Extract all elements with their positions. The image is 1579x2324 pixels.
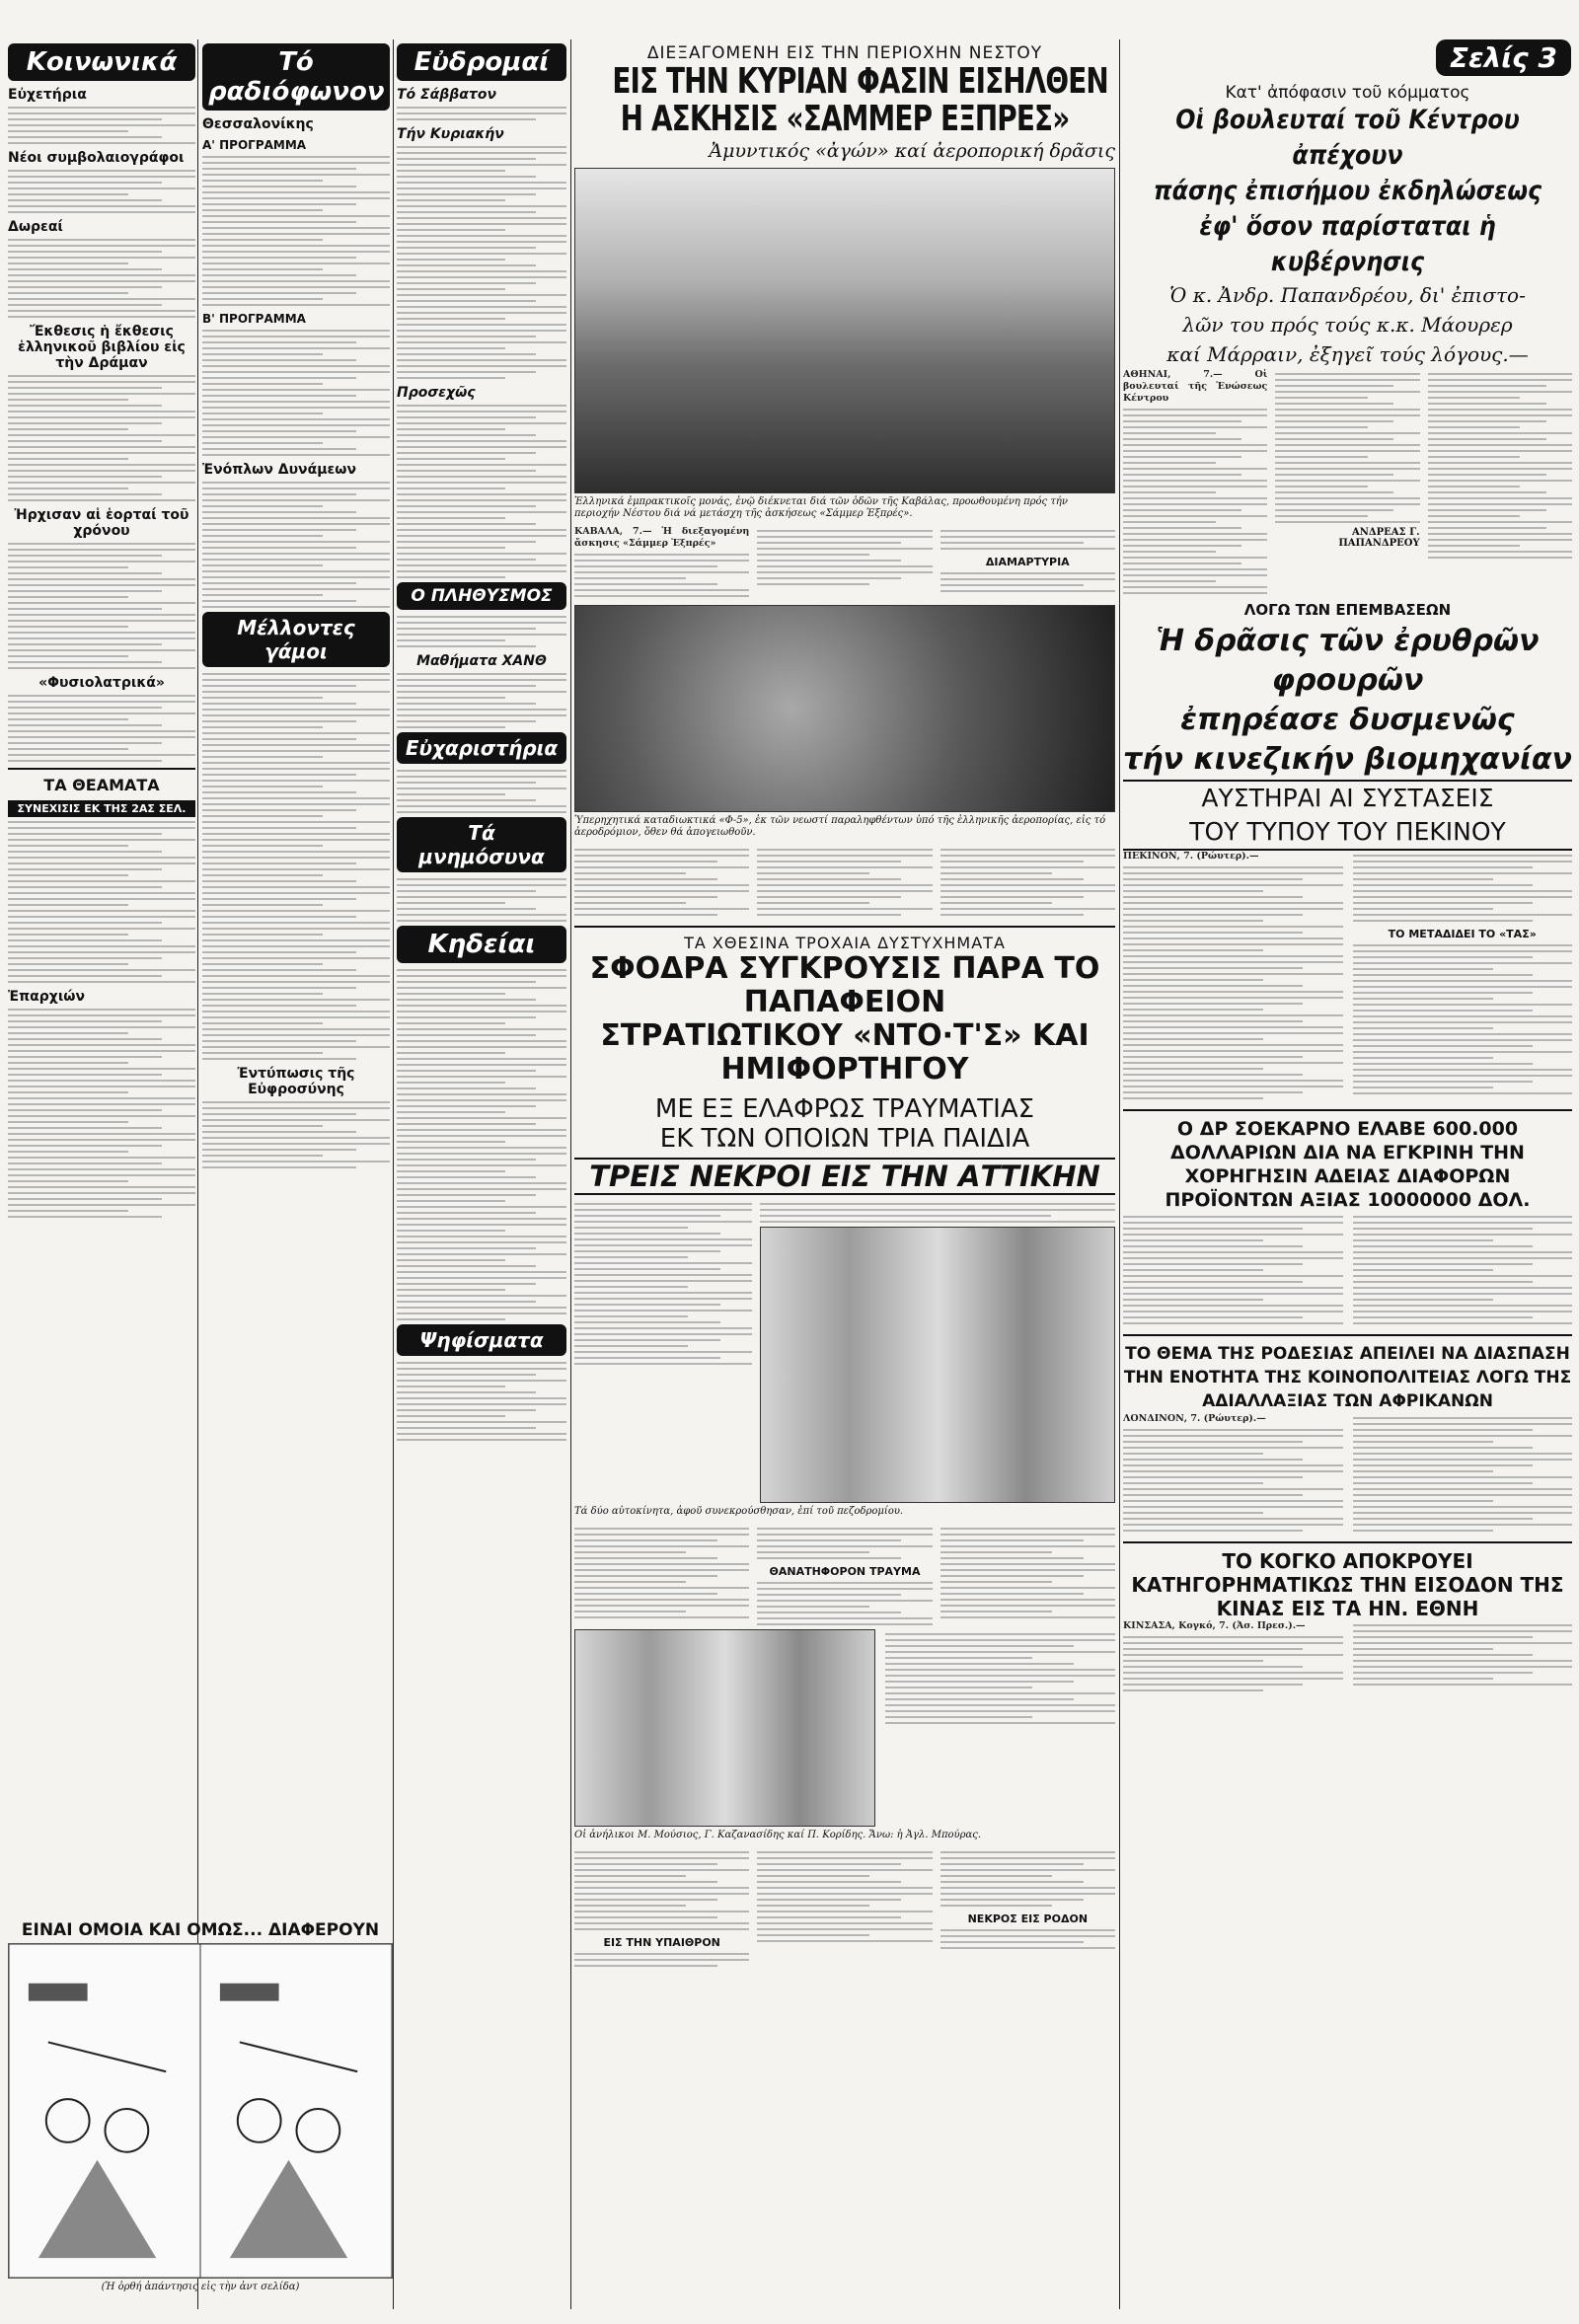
- excursions-column: [397, 39, 566, 2319]
- section-title-thanks: Εὐχαριστήρια: [397, 732, 566, 764]
- text-block: [8, 375, 195, 501]
- text-block: [940, 1528, 1115, 1618]
- section-title-population: Ο ΠΛΗΘΥΣΜΟΣ: [397, 582, 566, 610]
- text-block: [397, 878, 566, 922]
- subhead-dead-rhodes: ΝΕΚΡΟΣ ΕΙΣ ΡΟΔΟΝ: [967, 1912, 1089, 1925]
- text-block: [574, 1203, 752, 1365]
- congo-story-text: [1123, 1620, 1572, 1695]
- text-block: [940, 530, 1115, 550]
- text-block: [757, 849, 932, 916]
- right-kicker: Κατ' ἀπόφασιν τοῦ κόμματος: [1225, 83, 1470, 103]
- divider: [8, 768, 195, 770]
- text-block: [397, 673, 566, 728]
- text-block: [8, 107, 195, 144]
- dateline-athens: ΑΘΗΝΑΙ, 7.— Οἱ βουλευταί τῆς Ἑνώσεως Κέντρου: [1123, 369, 1268, 404]
- text-block: [8, 695, 195, 762]
- signature-papandreou: ΑΝΔΡΕΑΣ Γ. ΠΑΠΑΝΔΡΕΟΥ: [1338, 527, 1420, 549]
- section-title-resolutions: Ψηφίσματα: [397, 1324, 566, 1356]
- right-subheadline-line2: λῶν του πρός τούς κ.κ. Μάουρερ: [1182, 313, 1513, 337]
- text-block: [397, 969, 566, 1320]
- photo-tanks-caption: Ἐλληνικά ἐμπρακτικοῖς μονάς, ἐνῷ διέκνεται διά τῶν ὁδῶν τῆς Καβάλας, προωθουμένη πρός τήν περιοχήν Νέστου διά νά μετάσχη τῆς ἀσκήσεως «Σάμμερ Ἐξπρές».: [574, 496, 1068, 519]
- subhead-saturday: Τό Σάββατον: [397, 87, 496, 103]
- main-story-column: [574, 39, 1115, 2319]
- text-block: [8, 239, 195, 318]
- text-block: [757, 1582, 932, 1625]
- text-block: [574, 554, 749, 597]
- text-block: [1428, 373, 1572, 559]
- main-story-text: [574, 526, 1115, 601]
- red-guards-headline-line1: Ἡ δρᾶσις τῶν ἐρυθρῶν φρουρῶν: [1156, 624, 1540, 698]
- red-guards-headline-line3: τήν κινεζικήν βιομηχανίαν: [1123, 742, 1572, 777]
- text-block: [397, 616, 566, 647]
- photo-children-caption: Οἱ ἀνήλικοι Μ. Μούσιος, Γ. Καζανασίδης καί Π. Κορίδης. Ἄνω: ἡ Ἀγλ. Μπούρας.: [574, 1830, 982, 1840]
- main-headline-line1: ΕΙΣ ΤΗΝ ΚΥΡΙΑΝ ΦΑΣΙΝ ΕΙΣΗΛΘΕΝ: [612, 61, 1108, 102]
- sukarno-headline: Ο ΔΡ ΣΟΕΚΑΡΝΟ ΕΛΑΒΕ 600.000 ΔΟΛΛΑΡΙΩΝ ΔΙΑ ΝΑ ΕΓΚΡΙΝΗ ΤΗΝ ΧΟΡΗΓΗΣΙΝ ΑΔΕΙΑΣ ΔΙΑΦΟΡΩΝ ΠΡΟΪΟΝΤΩΝ ΑΞΙΑΣ 10000000 ΔΟΛ.: [1165, 1118, 1531, 1211]
- text-block: [8, 170, 195, 213]
- text-block: [940, 572, 1115, 592]
- text-block: [202, 156, 390, 306]
- theater-title: ΤΑ ΘΕΑΜΑΤΑ: [43, 776, 160, 794]
- section-title-memorials: Τά μνημόσυνα: [397, 817, 566, 872]
- subhead-program-a: Α' ΠΡΟΓΡΑΜΜΑ: [202, 138, 307, 152]
- text-block: [397, 1362, 566, 1441]
- children-photo-row: [574, 1629, 1115, 1827]
- text-block: [1123, 1636, 1343, 1691]
- right-headline-line2: πάσης ἐπισήμου ἐκδηλώσεως: [1153, 176, 1542, 206]
- dateline-peking: ΠΕΚΙΝΟΝ, 7. (Ρώυτερ).—: [1123, 851, 1259, 862]
- text-block: [940, 1929, 1115, 1949]
- subhead-wishes: Εὐχετήρια: [8, 87, 87, 103]
- right-story-text: [1123, 369, 1572, 598]
- main-story-continued: [574, 845, 1115, 920]
- text-block: [757, 530, 932, 585]
- subhead-nature: «Φυσιολατρικά»: [38, 675, 165, 691]
- divider: [1123, 1109, 1572, 1111]
- subhead-protest: ΔΙΑΜΑΡΤΥΡΙΑ: [985, 556, 1070, 568]
- photo-jets: [574, 605, 1115, 812]
- right-subheadline-line1: Ὁ κ. Ἀνδρ. Παπανδρέου, δι' ἐπιστο-: [1169, 283, 1526, 307]
- subhead-euphrosyne: Ἐντύπωσις τῆς Εὐφροσύνης: [237, 1066, 355, 1097]
- text-block: [574, 1851, 749, 1930]
- text-block: [1275, 373, 1419, 523]
- section-title-social: Κοινωνικά: [8, 43, 195, 81]
- subhead-armed-forces: Ἐνόπλων Δυνάμεων: [202, 462, 356, 478]
- accident-story-continued: [574, 1524, 1115, 1629]
- section-title-radio: Τό ραδιόφωνον: [202, 43, 390, 111]
- subhead-countryside: ΕΙΣ ΤΗΝ ΥΠΑΙΘΡΟΝ: [603, 1936, 720, 1949]
- text-block: [1123, 866, 1343, 1099]
- accident-subheadline-line1: ΜΕ ΕΞ ΕΛΑΦΡΩΣ ΤΡΑΥΜΑΤΙΑΣ: [654, 1094, 1035, 1124]
- accident-headline-line1: ΣΦΟΔΡΑ ΣΥΓΚΡΟΥΣΙΣ ΠΑΡΑ ΤΟ ΠΑΠΑΦΕΙΟΝ: [589, 951, 1100, 1019]
- subhead-program-b: Β' ΠΡΟΓΡΑΜΜΑ: [202, 312, 306, 326]
- column-rule: [393, 39, 394, 2309]
- column-rule: [570, 39, 571, 2309]
- subhead-station-thessaloniki: Θεσσαλονίκης: [202, 116, 314, 132]
- accident-story-text: [574, 1199, 1115, 1503]
- cartoon-image: [8, 1943, 393, 2279]
- text-block: [202, 1101, 390, 1168]
- text-block: [202, 330, 390, 456]
- red-guards-headline-line2: ἐπηρέασε δυσμενῶς: [1180, 703, 1515, 737]
- right-subheadline-line3: καί Μάρραιν, ἐξηγεῖ τούς λόγους.—: [1166, 342, 1529, 366]
- text-block: [1123, 409, 1267, 594]
- dateline-kavala: ΚΑΒΑΛΑ, 7.— Ἡ διεξαγομένη ἄσκησις «Σάμμερ Ἐξπρές»: [574, 526, 750, 549]
- photo-jets-caption: Ὑπερηχητικά καταδιωκτικά «Φ-5», ἐκ τῶν νεωστί παραληφθέντων ὑπό τῆς ἑλληνικῆς ἀεροπορίας, εἰς τό ἀεροδρόμιον, ὅθεν θά ἀπογειωθοῦν.: [574, 815, 1106, 838]
- dateline-london: ΛΟΝΔΙΝΟΝ, 7. (Ρώυτερ).—: [1123, 1413, 1266, 1424]
- cartoon-title: ΕΙΝΑΙ ΟΜΟΙΑ ΚΑΙ ΟΜΩΣ... ΔΙΑΦΕΡΟΥΝ: [21, 1920, 380, 1940]
- theater-continued: ΣΥΝΕΧΙΣΙΣ ΕΚ ΤΗΣ 2ΑΣ ΣΕΛ.: [8, 800, 195, 817]
- subhead-sunday: Τήν Κυριακήν: [397, 126, 504, 142]
- text-block: [1353, 944, 1573, 1094]
- accidents-kicker: ΤΑ ΧΘΕΣΙΝΑ ΤΡΟΧΑΙΑ ΔΥΣΤΥΧΗΜΑΤΑ: [684, 934, 1006, 952]
- text-block: [1353, 1624, 1573, 1686]
- photo-crashed-cars: [760, 1227, 1115, 1503]
- page-number-badge: Σελίς 3: [1436, 39, 1571, 76]
- right-headline-line1: Οἱ βουλευταί τοῦ Κέντρου ἀπέχουν: [1175, 105, 1520, 171]
- red-guards-subheadline-line1: ΑΥΣΤΗΡΑΙ ΑΙ ΣΥΣΤΑΣΕΙΣ: [1123, 780, 1572, 815]
- text-block: [8, 821, 195, 983]
- text-block: [885, 1633, 1115, 1724]
- text-block: [202, 673, 390, 1060]
- text-block: [757, 1851, 932, 1942]
- accident-subheadline-line2: ΕΚ ΤΩΝ ΟΠΟΙΩΝ ΤΡΙΑ ΠΑΙΔΙΑ: [659, 1124, 1030, 1154]
- accident-story-end: [574, 1847, 1115, 1971]
- dateline-kinshasa: ΚΙΝΣΑΣΑ, Κογκό, 7. (Ἀσ. Πρεσ.).—: [1123, 1620, 1306, 1631]
- subhead-celebrations: Ἠρχισαν αἱ ἑορταί τοῦ χρόνου: [14, 507, 189, 539]
- subhead-notaries: Νέοι συμβολαιογράφοι: [8, 150, 185, 166]
- subhead-tass: ΤΟ ΜΕΤΑΔΙΔΕΙ ΤΟ «ΤΑΣ»: [1388, 928, 1537, 940]
- divider: [1123, 1334, 1572, 1336]
- text-block: [8, 543, 195, 669]
- subhead-upcoming: Προσεχῶς: [397, 385, 476, 401]
- sukarno-story-text: [1123, 1212, 1572, 1328]
- politics-column: [1123, 39, 1572, 2319]
- section-title-weddings: Μέλλοντες γάμοι: [202, 612, 390, 667]
- text-block: [760, 1203, 1115, 1223]
- text-block: [397, 770, 566, 813]
- text-block: [574, 849, 749, 916]
- cartoon-section: [8, 1914, 393, 2309]
- accident-attica-headline: ΤΡΕΙΣ ΝΕΚΡΟΙ ΕΙΣ ΤΗΝ ΑΤΤΙΚΗΝ: [574, 1158, 1115, 1195]
- section-title-funerals: Κηδείαι: [397, 926, 566, 963]
- text-block: [1353, 1216, 1573, 1324]
- text-block: [8, 1009, 195, 1218]
- congo-headline: ΤΟ ΚΟΓΚΟ ΑΠΟΚΡΟΥΕΙ ΚΑΤΗΓΟΡΗΜΑΤΙΚΩΣ ΤΗΝ ΕΙΣΟΔΟΝ ΤΗΣ ΚΙΝΑΣ ΕΙΣ ΤΑ ΗΝ. ΕΘΝΗ: [1131, 1549, 1564, 1620]
- text-block: [757, 1528, 932, 1559]
- text-block: [1353, 1417, 1573, 1532]
- subhead-donations: Δωρεαί: [8, 219, 63, 235]
- text-block: [397, 107, 566, 120]
- photo-children: [574, 1629, 875, 1827]
- section-title-excursions: Εὐδρομαί: [397, 43, 566, 81]
- divider: [574, 926, 1115, 928]
- text-block: [397, 146, 566, 379]
- peking-story-text: [1123, 851, 1572, 1103]
- text-block: [574, 1528, 749, 1618]
- text-block: [574, 1953, 749, 1967]
- subhead-interventions: ΛΟΓΩ ΤΩΝ ΕΠΕΜΒΑΣΕΩΝ: [1243, 601, 1452, 619]
- subhead-provinces: Ἐπαρχιών: [8, 989, 85, 1005]
- main-headline-line2: Η ΑΣΚΗΣΙΣ «ΣΑΜΜΕΡ ΕΞΠΡΕΣ»: [620, 99, 1070, 139]
- rhodesia-headline: ΤΟ ΘΕΜΑ ΤΗΣ ΡΟΔΕΣΙΑΣ ΑΠΕΙΛΕΙ ΝΑ ΔΙΑΣΠΑΣΗ ΤΗΝ ΕΝΟΤΗΤΑ ΤΗΣ ΚΟΙΝΟΠΟΛΙΤΕΙΑΣ ΛΟΓΩ ΤΗΣ ΑΔΙΑΛΛΑΞΙΑΣ ΤΩΝ ΑΦΡΙΚΑΝΩΝ: [1123, 1344, 1572, 1411]
- rhodesia-story-text: [1123, 1413, 1572, 1536]
- subhead-book-exhibition: Ἔκθεσις ἡ ἔκθεσις ἑλληνικοῦ βιβλίου εἰς τὴν Δράμαν: [18, 324, 186, 371]
- text-block: [1353, 855, 1573, 922]
- column-rule: [1119, 39, 1120, 2309]
- text-block: [940, 1851, 1115, 1907]
- subhead-fatal: ΘΑΝΑΤΗΦΟΡΟΝ ΤΡΑΥΜΑ: [769, 1565, 921, 1578]
- right-headline-line3: ἐφ' ὅσον παρίσταται ἡ κυβέρνησις: [1199, 211, 1496, 277]
- accident-headline-line2: ΣΤΡΑΤΙΩΤΙΚΟΥ «ΝΤΟ·Τ'Σ» ΚΑΙ ΗΜΙΦΟΡΤΗΓΟΥ: [600, 1018, 1090, 1087]
- text-block: [940, 849, 1115, 916]
- text-block: [1123, 1216, 1343, 1324]
- text-block: [202, 482, 390, 608]
- cartoon-caption: (Ἡ ὀρθή ἀπάντησις εἰς τὴν ἀντ σελίδα): [101, 2282, 300, 2292]
- text-block: [1123, 1429, 1343, 1532]
- photo-crashed-cars-caption: Τά δύο αὐτοκίνητα, ἀφοῦ συνεκρούσθησαν, ἐπί τοῦ πεζοδρομίου.: [574, 1506, 904, 1517]
- main-kicker: ΔΙΕΞΑΓΟΜΕΝΗ ΕΙΣ ΤΗΝ ΠΕΡΙΟΧΗΝ ΝΕΣΤΟΥ: [646, 43, 1043, 63]
- radio-column: [202, 39, 390, 1910]
- subhead-lessons: Μαθήματα ΧΑΝΘ: [416, 653, 547, 669]
- red-guards-subheadline-line2: ΤΟΥ ΤΥΠΟΥ ΤΟΥ ΠΕΚΙΝΟΥ: [1123, 815, 1572, 851]
- text-block: [397, 405, 566, 578]
- photo-tanks: [574, 168, 1115, 493]
- main-subheadline: Ἀμυντικός «ἀγών» καί ἀεροπορική δρᾶσις: [709, 140, 1115, 162]
- divider: [1123, 1541, 1572, 1543]
